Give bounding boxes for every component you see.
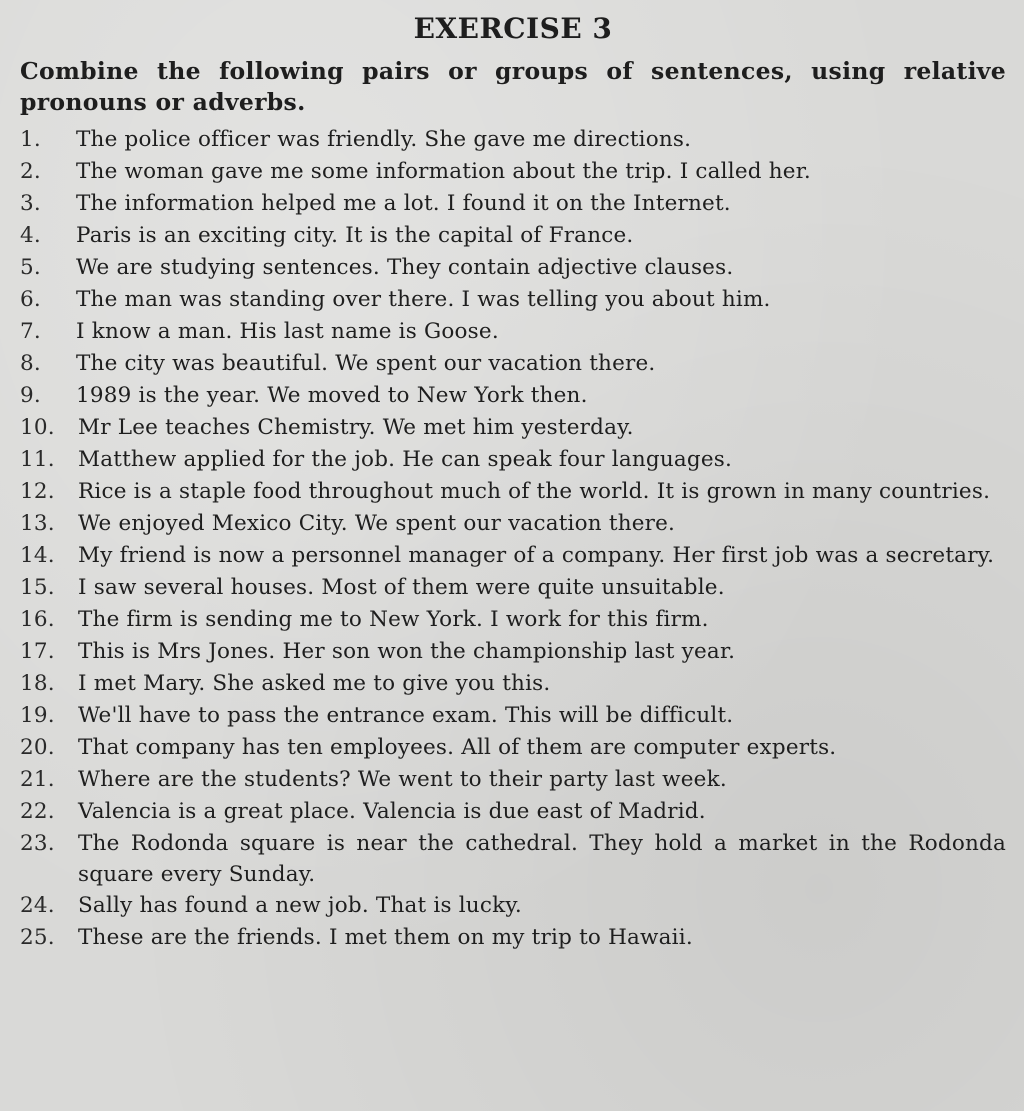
item-text: 1989 is the year. We moved to New York then. — [76, 383, 588, 408]
item-text: The information helped me a lot. I found it on the Internet. — [76, 191, 731, 216]
list-item — [20, 412, 1006, 444]
list-item — [20, 540, 1006, 572]
item-text: The police officer was friendly. She gave me directions. — [76, 127, 692, 152]
list-item — [20, 220, 1006, 252]
item-number: 4. — [20, 223, 41, 248]
sentence-list — [20, 124, 1006, 954]
item-text: We enjoyed Mexico City. We spent our vacation there. — [78, 511, 676, 536]
item-text: This is Mrs Jones. Her son won the championship last year. — [78, 639, 736, 664]
item-number: 3. — [20, 191, 41, 216]
list-item — [20, 636, 1006, 668]
item-number: 7. — [20, 319, 41, 344]
item-number: 25. — [20, 925, 55, 950]
list-item — [20, 156, 1006, 188]
item-text: Paris is an exciting city. It is the capital of France. — [76, 223, 634, 248]
item-number: 2. — [20, 159, 41, 184]
item-number: 22. — [20, 799, 55, 824]
item-text: The man was standing over there. I was telling you about him. — [76, 287, 771, 312]
item-number: 14. — [20, 543, 55, 568]
list-item — [20, 252, 1006, 284]
exercise-instruction: Combine the following pairs or groups of sentences, using relative pronouns or adverbs. — [20, 57, 1006, 116]
item-text: The city was beautiful. We spent our vacation there. — [76, 351, 656, 376]
item-number: 11. — [20, 447, 55, 472]
list-item — [20, 188, 1006, 220]
list-item — [20, 284, 1006, 316]
list-item — [20, 380, 1006, 412]
item-number: 5. — [20, 255, 41, 280]
list-item — [20, 828, 1006, 890]
exercise-title: EXERCISE 3 — [413, 12, 613, 45]
item-text: The woman gave me some information about the trip. I called her. — [76, 159, 811, 184]
list-item — [20, 508, 1006, 540]
item-text: Where are the students? We went to their party last week. — [78, 767, 727, 792]
item-text: We are studying sentences. They contain adjective clauses. — [76, 255, 734, 280]
item-number: 17. — [20, 639, 55, 664]
item-text: I saw several houses. Most of them were quite unsuitable. — [78, 575, 725, 600]
item-number: 1. — [20, 127, 41, 152]
item-text: Mr Lee teaches Chemistry. We met him yesterday. — [78, 415, 634, 440]
list-item — [20, 476, 1006, 508]
list-item — [20, 732, 1006, 764]
item-number: 21. — [20, 767, 55, 792]
list-item — [20, 700, 1006, 732]
item-number: 16. — [20, 607, 55, 632]
list-item — [20, 444, 1006, 476]
item-number: 20. — [20, 735, 55, 760]
item-text: Sally has found a new job. That is lucky. — [78, 893, 522, 918]
item-text: We'll have to pass the entrance exam. This will be difficult. — [78, 703, 734, 728]
item-number: 10. — [20, 415, 55, 440]
item-number: 24. — [20, 893, 55, 918]
list-item — [20, 922, 1006, 954]
item-number: 15. — [20, 575, 55, 600]
list-item — [20, 604, 1006, 636]
list-item — [20, 796, 1006, 828]
item-number: 9. — [20, 383, 41, 408]
list-item — [20, 316, 1006, 348]
item-text: Rice is a staple food throughout much of the world. It is grown in many countries. — [78, 479, 991, 504]
list-item — [20, 764, 1006, 796]
item-number: 8. — [20, 351, 41, 376]
item-text: Valencia is a great place. Valencia is due east of Madrid. — [78, 799, 706, 824]
item-number: 12. — [20, 479, 55, 504]
item-number: 18. — [20, 671, 55, 696]
item-text: I met Mary. She asked me to give you this. — [78, 671, 551, 696]
item-text: I know a man. His last name is Goose. — [76, 319, 499, 344]
item-text: These are the friends. I met them on my trip to Hawaii. — [78, 925, 693, 950]
list-item — [20, 124, 1006, 156]
list-item — [20, 348, 1006, 380]
item-text: My friend is now a personnel manager of a company. Her first job was a secretary. — [78, 543, 995, 568]
list-item — [20, 890, 1006, 922]
item-number: 19. — [20, 703, 55, 728]
item-text: Matthew applied for the job. He can speak four languages. — [78, 447, 733, 472]
item-number: 6. — [20, 287, 41, 312]
item-number: 13. — [20, 511, 55, 536]
item-text: The firm is sending me to New York. I work for this firm. — [78, 607, 709, 632]
list-item — [20, 572, 1006, 604]
item-text: That company has ten employees. All of them are computer experts. — [78, 735, 837, 760]
item-number: 23. — [20, 831, 55, 856]
list-item — [20, 668, 1006, 700]
item-text: The Rodonda square is near the cathedral. They hold a market in the Rodonda square every Sunday. — [78, 831, 1006, 887]
